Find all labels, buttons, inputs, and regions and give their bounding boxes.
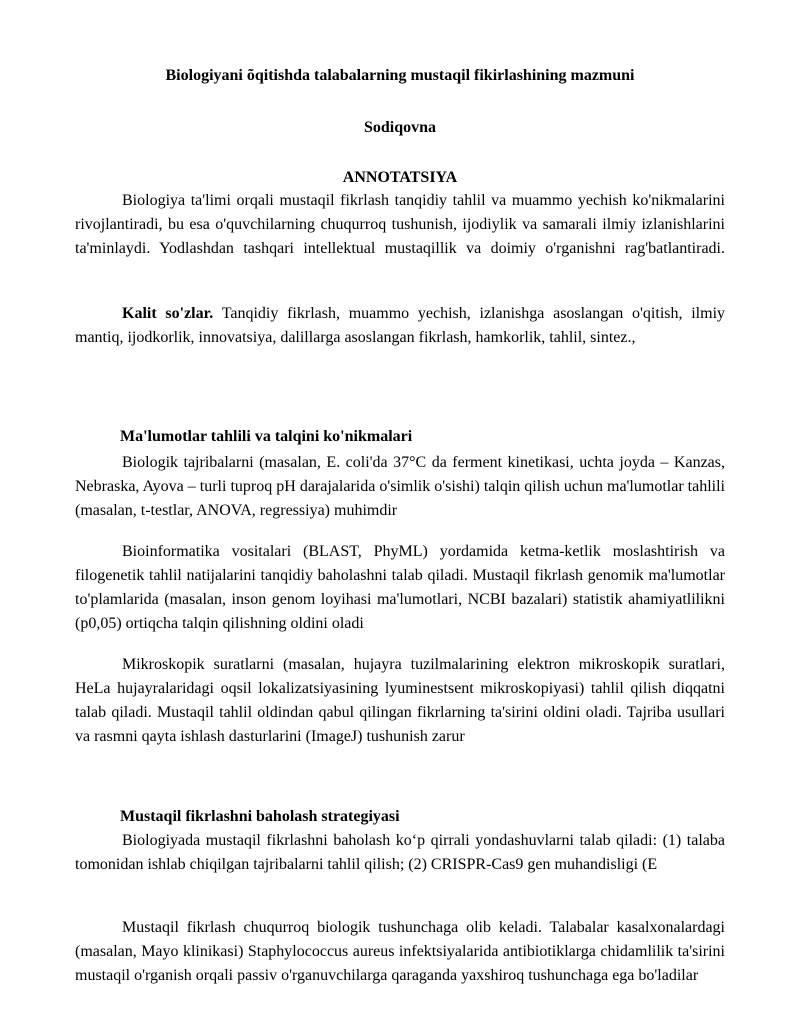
section2-paragraph-1: Biologiyada mustaqil fikrlashni baholash ko‘p qirrali yondashuvlarni talab qiladi: (1) talaba tomonidan ishlab chiqilgan tajribalarni tahlil qilish; (2) CRISPR-Cas9 gen muhandisligi (E xyxy=(75,832,725,873)
section1-paragraph-3: Mikroskopik suratlarni (masalan, hujayra tuzilmalarining elektron mikroskopik suratlari, HeLa hujayralaridagi oqsil lokalizatsiyasining lyuminestsent mikroskopiyasi) tahlil qilish diqqatni talab qiladi. Mustaqil tahlil oldindan qabul qilingan fikrlarning ta'sirini oldini oladi. Tajriba usullari va rasmni qayta ishlash dasturlarini (ImageJ) tushunish zarur xyxy=(75,656,725,745)
abstract-paragraph: Biologiya ta'limi orqali mustaqil fikrlash tanqidiy tahlil va muammo yechish ko'nikmalarini rivojlantiradi, bu esa o'quvchilarning chuqurroq tushunish, ijodiylik va samarali ilmiy izlanishlarini ta'minlaydi. Yodlashdan tashqari intellektual mustaqillik va doimiy o'rganishni rag'batlantiradi. xyxy=(75,192,725,257)
abstract-heading: ANNOTATSIYA xyxy=(342,169,458,186)
section2-paragraph-2: Mustaqil fikrlash chuqurroq biologik tushunchaga olib keladi. Talabalar kasalxonalardagi (masalan, Mayo klinikasi) Staphylococcus aureus infektsiyalarida antibiotiklarga chidamlilik ta'sirini mustaqil o'rganish orqali passiv o'rganuvchilarga qaraganda yaxshiroq tushunchaga ega bo'ladilar xyxy=(75,919,725,984)
document-title: Biologiyani õqitishda talabalarning mustaqil fikirlashining mazmuni xyxy=(165,67,635,84)
keywords-paragraph xyxy=(75,302,725,350)
section1-heading: Ma'lumotlar tahlili va talqini ko'nikmalari xyxy=(120,428,413,445)
keywords-text: Tanqidiy fikrlash, muammo yechish, izlanishga asoslangan o'qitish, ilmiy mantiq, ijodkorlik, innovatsiya, dalillarga asoslangan fikrlash, hamkorlik, tahlil, sintez., xyxy=(75,305,726,346)
keywords-label: Kalit so'zlar. xyxy=(122,305,214,322)
section1-paragraph-2: Bioinformatika vositalari (BLAST, PhyML) yordamida ketma-ketlik moslashtirish va filogenetik tahlil natijalarini tanqidiy baholashni talab qiladi. Mustaqil fikrlash genomik ma'lumotlar to'plamlarida (masalan, inson genom loyihasi ma'lumotlari, NCBI bazalari) statistik ahamiyatlilikni (p0,05) ortiqcha talqin qilishning oldini oladi xyxy=(75,543,725,632)
section2-heading: Mustaqil fikrlashni baholash strategiyasi xyxy=(120,808,400,825)
author-name: Sodiqovna xyxy=(363,119,437,136)
section1-paragraph-1: Biologik tajribalarni (masalan, E. coli'da 37°C da ferment kinetikasi, uchta joyda – Kanzas, Nebraska, Ayova – turli tuproq pH darajalarida o'simlik o'sishi) talqin qilish uchun ma'lumotlar tahlili (masalan, t-testlar, ANOVA, regressiya) muhimdir xyxy=(75,454,725,519)
